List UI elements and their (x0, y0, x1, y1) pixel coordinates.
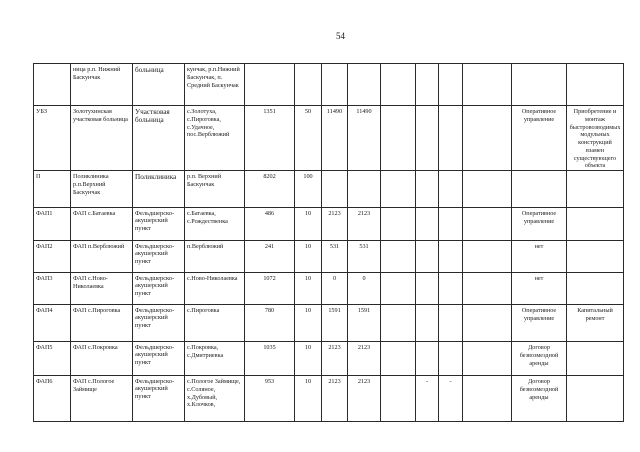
column-9-cell (416, 171, 439, 208)
facility-name-cell: Золотухинская участковая больница (71, 106, 133, 171)
facility-type-cell: Фельдшерско-акушерский пункт (133, 305, 185, 342)
empty-cell (381, 208, 416, 241)
population-cell (245, 64, 295, 106)
radius-cell: 10 (295, 376, 322, 422)
empty-cell (463, 106, 512, 171)
population-cell: 1351 (245, 106, 295, 171)
facility-code-cell: ФАП1 (34, 208, 71, 241)
page-number: 54 (336, 31, 345, 41)
column-9-cell (416, 208, 439, 241)
empty-cell (463, 376, 512, 422)
value-1-cell: 11490 (322, 106, 348, 171)
management-form-cell: Оперативное управление (512, 106, 567, 171)
population-cell: 1072 (245, 273, 295, 305)
management-form-cell (512, 171, 567, 208)
column-10-cell (439, 64, 463, 106)
facility-name-cell: ФАП с.Пологое Займище (71, 376, 133, 422)
value-1-cell (322, 171, 348, 208)
column-10-cell (439, 241, 463, 273)
note-cell (567, 208, 624, 241)
table-row (34, 376, 624, 422)
management-form-cell: Договор безвозмездной аренды (512, 376, 567, 422)
population-cell: 241 (245, 241, 295, 273)
value-1-cell: 2123 (322, 376, 348, 422)
column-9-cell (416, 273, 439, 305)
facility-type-cell: Фельдшерско-акушерский пункт (133, 376, 185, 422)
table-row (34, 208, 624, 241)
facility-code-cell: ФАП2 (34, 241, 71, 273)
column-9-cell (416, 342, 439, 376)
population-cell: 486 (245, 208, 295, 241)
facility-code-cell: УБЗ (34, 106, 71, 171)
radius-cell: 50 (295, 106, 322, 171)
empty-cell (381, 342, 416, 376)
population-cell: 953 (245, 376, 295, 422)
empty-cell (463, 305, 512, 342)
note-cell (567, 64, 624, 106)
note-cell (567, 171, 624, 208)
empty-cell (463, 208, 512, 241)
radius-cell: 10 (295, 273, 322, 305)
settlements-cell: п.Верблюжий (185, 241, 245, 273)
population-cell: 1035 (245, 342, 295, 376)
column-9-cell (416, 64, 439, 106)
empty-cell (381, 171, 416, 208)
column-9-cell: - (416, 376, 439, 422)
value-2-cell (348, 171, 381, 208)
column-10-cell (439, 273, 463, 305)
settlements-cell: с.Пироговка (185, 305, 245, 342)
value-2-cell: 2123 (348, 208, 381, 241)
note-cell (567, 241, 624, 273)
column-10-cell (439, 208, 463, 241)
empty-cell (381, 376, 416, 422)
settlements-cell: с.Покровка, с.Дмитриевка (185, 342, 245, 376)
facility-name-cell: ФАП с.Ново-Николаевка (71, 273, 133, 305)
facility-name-cell: Поликлиника р.п.Верхний Баскунчак (71, 171, 133, 208)
facility-code-cell: ФАП6 (34, 376, 71, 422)
value-1-cell (322, 64, 348, 106)
column-10-cell (439, 342, 463, 376)
settlements-cell: с.Ново-Николаевка (185, 273, 245, 305)
radius-cell: 10 (295, 305, 322, 342)
management-form-cell (512, 64, 567, 106)
value-1-cell: 1591 (322, 305, 348, 342)
facility-name-cell: ФАП с.Покровка (71, 342, 133, 376)
facility-type-cell: Поликлиника (133, 171, 185, 208)
management-form-cell: Оперативное управление (512, 305, 567, 342)
radius-cell: 100 (295, 171, 322, 208)
radius-cell (295, 64, 322, 106)
value-1-cell: 2123 (322, 208, 348, 241)
facility-code-cell: П (34, 171, 71, 208)
facility-type-cell: Фельдшерско-акушерский пункт (133, 273, 185, 305)
facility-code-cell: ФАП4 (34, 305, 71, 342)
note-cell (567, 342, 624, 376)
table-row (34, 241, 624, 273)
note-cell: Капитальный ремонт (567, 305, 624, 342)
population-cell: 8202 (245, 171, 295, 208)
table-row (34, 273, 624, 305)
facility-type-cell: Фельдшерско-акушерский пункт (133, 208, 185, 241)
table-row (34, 106, 624, 171)
table-row (34, 64, 624, 106)
column-10-cell: - (439, 376, 463, 422)
radius-cell: 10 (295, 241, 322, 273)
management-form-cell: нет (512, 273, 567, 305)
facility-type-cell: Фельдшерско-акушерский пункт (133, 342, 185, 376)
value-2-cell: 2123 (348, 376, 381, 422)
management-form-cell: Договор безвозмездной аренды (512, 342, 567, 376)
empty-cell (463, 171, 512, 208)
table-row (34, 342, 624, 376)
value-2-cell: 11490 (348, 106, 381, 171)
value-2-cell: 0 (348, 273, 381, 305)
empty-cell (463, 241, 512, 273)
settlements-cell: с.Пологое Займище, с.Соляное, х.Дубовый, х.Клочков, (185, 376, 245, 422)
note-cell (567, 273, 624, 305)
value-1-cell: 0 (322, 273, 348, 305)
empty-cell (381, 241, 416, 273)
value-2-cell: 1591 (348, 305, 381, 342)
population-cell: 780 (245, 305, 295, 342)
settlements-cell: с.Золотуха, с.Пироговка, с.Удачное, пос.Верблюжий (185, 106, 245, 171)
empty-cell (381, 273, 416, 305)
facility-code-cell: ФАП3 (34, 273, 71, 305)
note-cell: Приобретение и монтаж быстровозводимых модульных конструкций взамен существующего объекта (567, 106, 624, 171)
column-10-cell (439, 171, 463, 208)
column-9-cell (416, 241, 439, 273)
empty-cell (463, 64, 512, 106)
empty-cell (463, 342, 512, 376)
radius-cell: 10 (295, 342, 322, 376)
facility-type-cell: Фельдшерско-акушерский пункт (133, 241, 185, 273)
column-10-cell (439, 106, 463, 171)
column-9-cell (416, 305, 439, 342)
value-2-cell (348, 64, 381, 106)
table-row (34, 171, 624, 208)
management-form-cell: Оперативное управление (512, 208, 567, 241)
value-1-cell: 531 (322, 241, 348, 273)
facility-name-cell: ФАП с.Батаевка (71, 208, 133, 241)
empty-cell (381, 64, 416, 106)
table-row (34, 305, 624, 342)
facility-type-cell: больница (133, 64, 185, 106)
settlements-cell: с.Батаевка, с.Рождественка (185, 208, 245, 241)
management-form-cell: нет (512, 241, 567, 273)
facility-code-cell: ФАП5 (34, 342, 71, 376)
facility-code-cell (34, 64, 71, 106)
table-body (34, 64, 624, 422)
facility-name-cell: ница р.п. Нижний Баскунчак (71, 64, 133, 106)
facilities-table (33, 63, 624, 422)
value-2-cell: 2123 (348, 342, 381, 376)
column-9-cell (416, 106, 439, 171)
radius-cell: 10 (295, 208, 322, 241)
facility-name-cell: ФАП п.Верблюжий (71, 241, 133, 273)
note-cell (567, 376, 624, 422)
empty-cell (381, 106, 416, 171)
value-2-cell: 531 (348, 241, 381, 273)
empty-cell (463, 273, 512, 305)
facility-type-cell: Участковая больница (133, 106, 185, 171)
empty-cell (381, 305, 416, 342)
value-1-cell: 2123 (322, 342, 348, 376)
facility-name-cell: ФАП с.Пироговка (71, 305, 133, 342)
column-10-cell (439, 305, 463, 342)
settlements-cell: кунчак, р.п.Нижний Баскунчак, п. Средний Баскунчак (185, 64, 245, 106)
settlements-cell: р.п. Верхний Баскунчак (185, 171, 245, 208)
